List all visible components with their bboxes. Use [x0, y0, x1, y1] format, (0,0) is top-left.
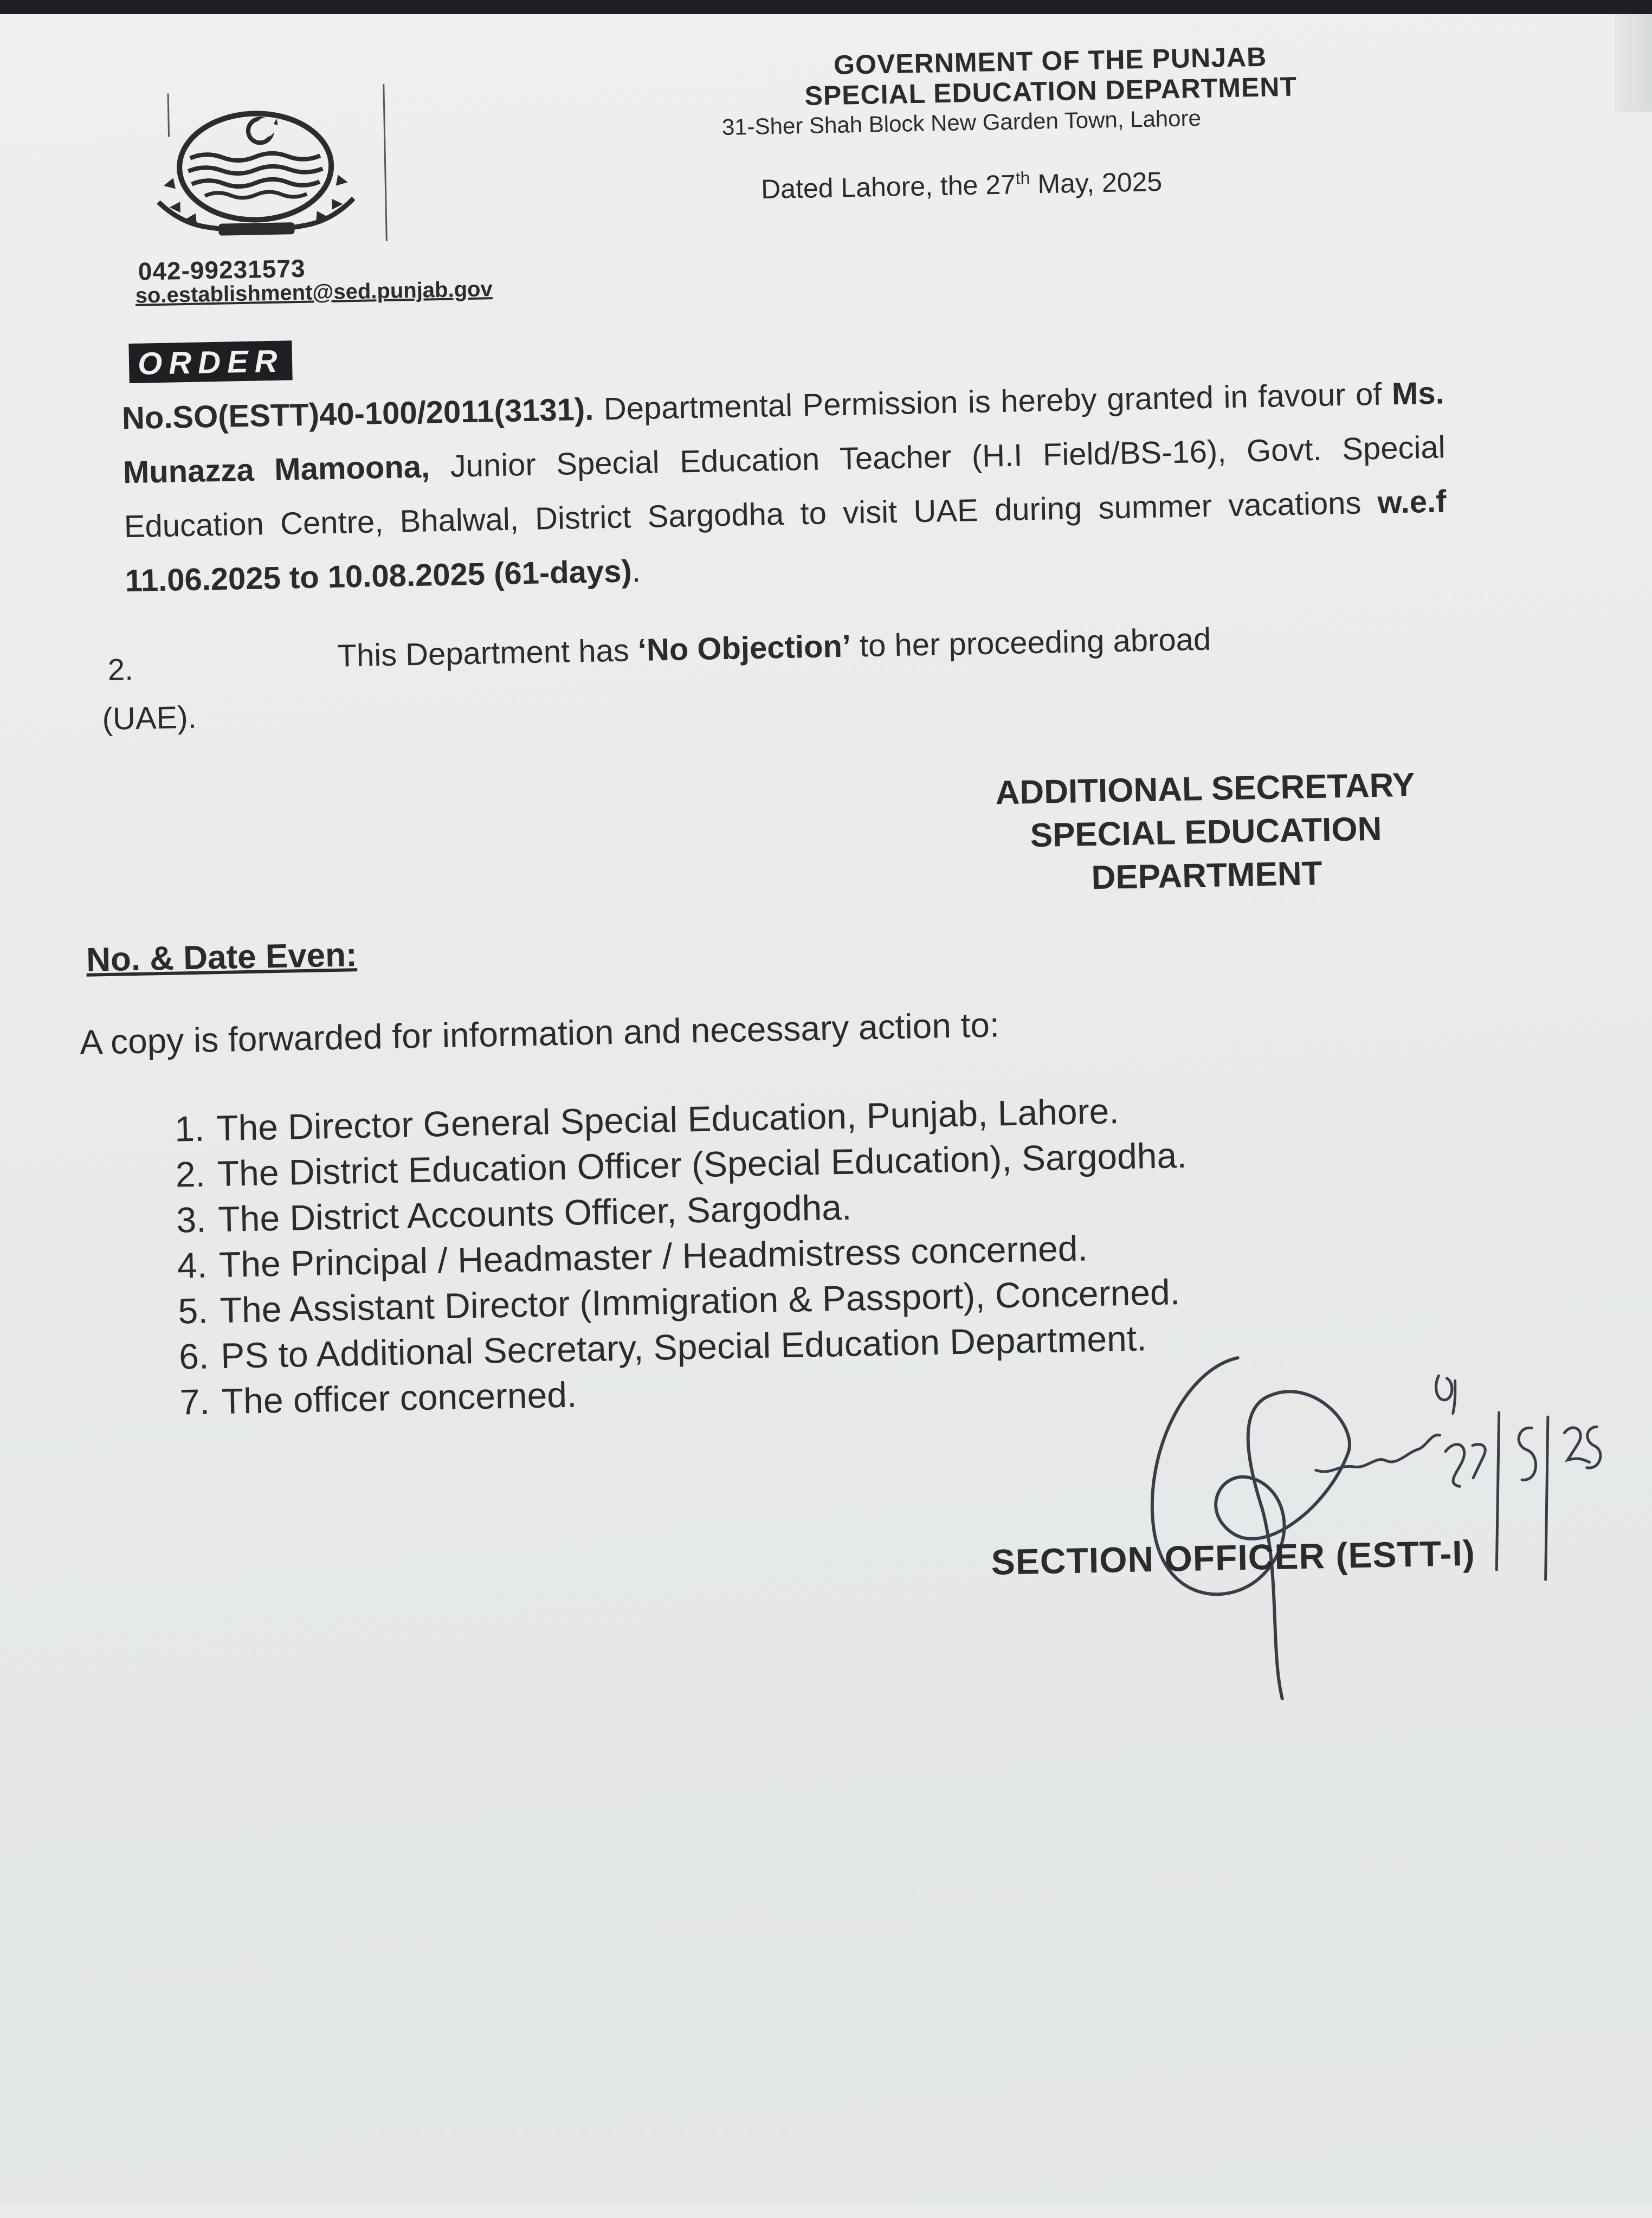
email-link[interactable]: so.establishment@sed.punjab.gov	[135, 277, 493, 308]
distribution-list	[144, 1087, 1191, 1426]
signatory-line-3: DEPARTMENT	[1090, 854, 1323, 897]
list-item: 2. The District Education Officer (Special Education), Sargodha.	[175, 1134, 1188, 1195]
order-reference: No.SO(ESTT)40-100/2011(3131).	[121, 391, 594, 436]
department-title: SPECIAL EDUCATION DEPARTMENT	[804, 71, 1298, 111]
list-item: 3. The District Accounts Officer, Sargodha.	[176, 1187, 852, 1240]
list-item: 7. The officer concerned.	[179, 1374, 577, 1422]
list-item: 1. The Director General Special Education, Punjab, Lahore.	[174, 1091, 1120, 1149]
number-date-heading: No. & Date Even:	[86, 936, 358, 979]
no-objection-phrase: ‘No Objection’	[637, 628, 851, 668]
leave-period: w.e.f 11.06.2025 to 10.08.2025 (61-days)	[125, 483, 1447, 599]
paragraph-2-number: 2.	[107, 652, 134, 687]
list-item: 6. PS to Additional Secretary, Special Education Department.	[178, 1318, 1147, 1377]
paragraph-2-text: This Department has ‘No Objection’ to her proceeding abroad	[337, 621, 1211, 674]
list-item: 5. The Assistant Director (Immigration & Passport), Concerned.	[177, 1272, 1180, 1331]
phone-number: 042-99231573	[138, 254, 306, 286]
signatory-block	[961, 763, 1451, 902]
section-officer-designation: SECTION OFFICER (ESTT-I)	[991, 1532, 1476, 1582]
copy-forward-intro: A copy is forwarded for information and necessary action to:	[79, 1005, 1000, 1062]
logo-divider-right	[383, 84, 388, 241]
handwritten-signature	[1118, 1340, 1624, 1718]
department-address: 31-Sher Shah Block New Garden Town, Lahore	[721, 105, 1202, 140]
order-heading: ORDER	[128, 340, 293, 383]
signatory-line-2: SPECIAL EDUCATION	[1030, 810, 1383, 855]
punjab-emblem-logo	[151, 101, 360, 246]
government-title: GOVERNMENT OF THE PUNJAB	[833, 41, 1267, 80]
dated-line: Dated Lahore, the 27th May, 2025	[760, 166, 1163, 205]
employee-name: Ms. Munazza Mamoona,	[122, 375, 1445, 491]
signatory-line-1: ADDITIONAL SECRETARY	[995, 766, 1416, 812]
paragraph-2-continuation: (UAE).	[102, 699, 197, 737]
order-paragraph: No.SO(ESTT)40-100/2011(3131). Departmental Permission is hereby granted in favour of Ms. Munazza Mamoona, Junior Special Education Teacher (H.I Field/BS-16), Govt. Special Education Centre, Bhalwal, District Sargodha to visit UAE during summer vacations w.e.f 11.06.2025 to 10.08.2025 (61-days).	[121, 375, 1447, 599]
list-item: 4. The Principal / Headmaster / Headmistress concerned.	[177, 1228, 1088, 1286]
